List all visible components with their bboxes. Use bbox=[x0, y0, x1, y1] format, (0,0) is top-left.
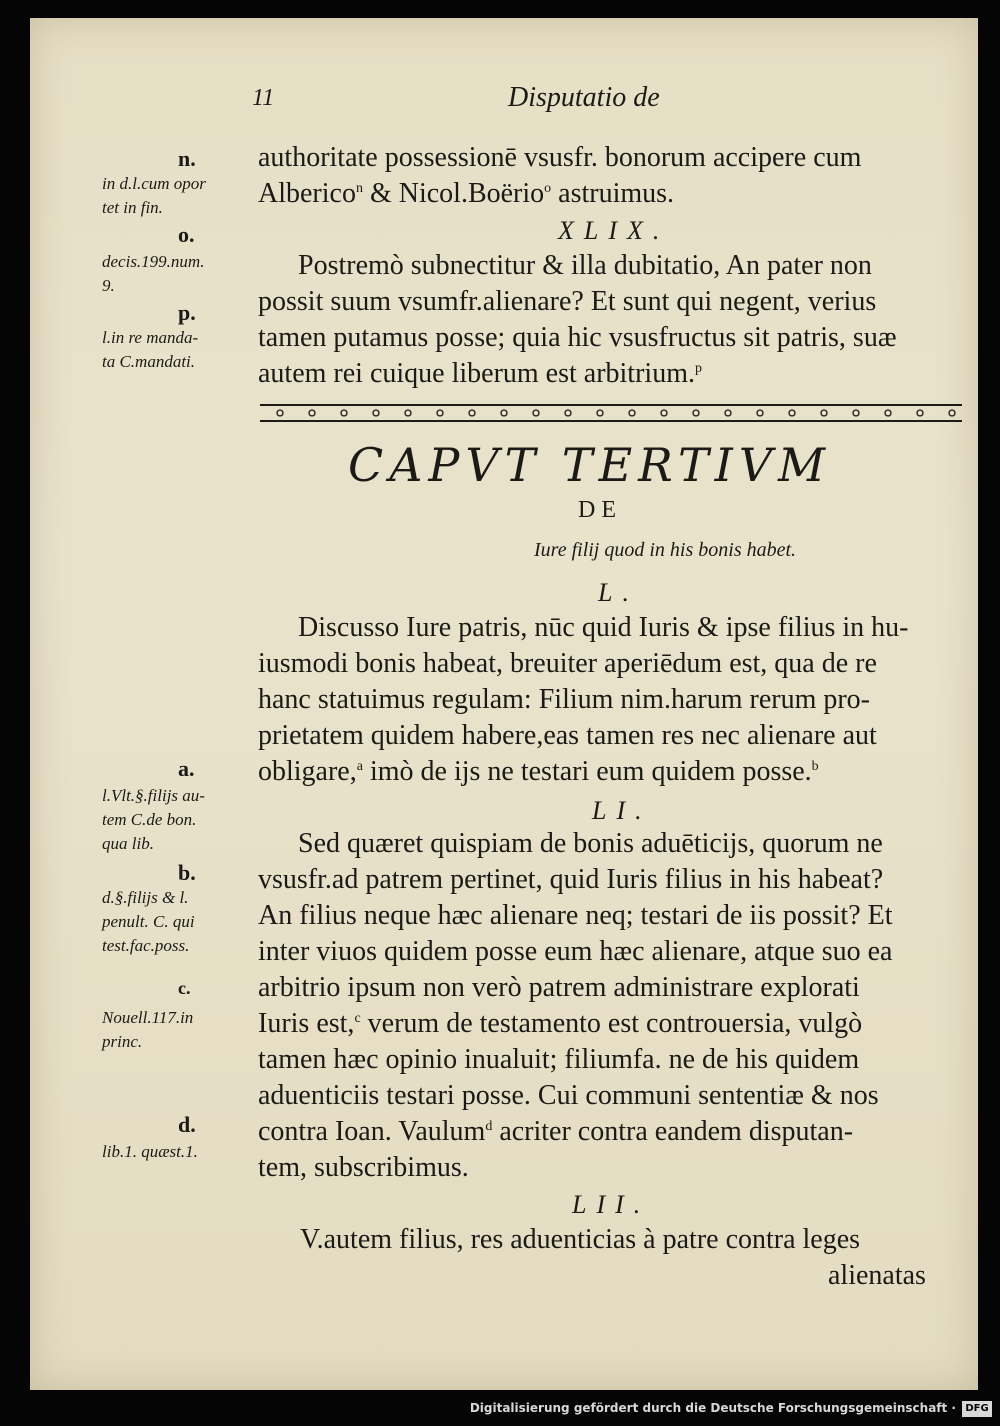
text-line: tamen putamus posse; quia hic vsusfructus sit patris, suæ bbox=[258, 322, 897, 353]
footnote-ref-n: n bbox=[355, 181, 363, 196]
text-span: contra Ioan. Vaulum bbox=[258, 1116, 486, 1147]
text-line: Postremò subnectitur & illa dubitatio, An pater non bbox=[298, 250, 872, 281]
margin-note-text: tem C.de bon. bbox=[102, 810, 197, 829]
margin-note-letter: c. bbox=[178, 978, 191, 998]
text-line: hanc statuimus regulam: Filium nim.harum rerum pro- bbox=[258, 684, 870, 715]
text-line bbox=[258, 180, 674, 208]
text-line bbox=[258, 144, 861, 172]
text-line: possit suum vsumfr.alienare? Et sunt qui negent, verius bbox=[258, 286, 877, 317]
text-span: obligare, bbox=[258, 756, 357, 787]
margin-note-text: princ. bbox=[102, 1032, 143, 1051]
text-line: Discusso Iure patris, nūc quid Iuris & ipse filius in hu- bbox=[298, 612, 909, 643]
text-span: imò de ijs ne testari eum quidem posse. bbox=[369, 756, 812, 787]
margin-note-letter: o. bbox=[178, 222, 195, 247]
margin-note-letter: a. bbox=[178, 756, 195, 781]
page-number: 11 bbox=[252, 85, 275, 111]
text-line: Sed quæret quispiam de bonis aduēticijs, quorum ne bbox=[298, 828, 883, 859]
text-line: tamen hæc opinio inualuit; filiumfa. ne de his quidem bbox=[258, 1044, 860, 1075]
margin-note-letter: p. bbox=[178, 300, 196, 325]
text-line: vsusfr.ad patrem pertinet, quid Iuris filius in his habeat? bbox=[258, 864, 884, 895]
text-span: verum de testamento est controuersia, vulgò bbox=[367, 1008, 863, 1039]
footnote-ref-b: b bbox=[811, 759, 819, 774]
text-span: astruimus. bbox=[558, 178, 675, 209]
text-line: V.autem filius, res aduenticias à patre contra leges bbox=[300, 1224, 861, 1255]
margin-note-text: 9. bbox=[102, 276, 115, 295]
margin-note-text: penult. C. qui bbox=[102, 912, 195, 931]
text-line bbox=[258, 360, 702, 388]
footnote-ref-c: c bbox=[354, 1011, 361, 1026]
margin-note-text: test.fac.poss. bbox=[102, 936, 190, 955]
chapter-de: DE bbox=[578, 497, 622, 523]
catchword: alienatas bbox=[828, 1260, 926, 1291]
text-line: arbitrio ipsum non verò patrem administrare explorati bbox=[258, 972, 860, 1003]
text-span: acriter contra eandem disputan- bbox=[499, 1116, 854, 1147]
text-span: Alberico bbox=[258, 178, 356, 209]
margin-note-text: l.Vlt.§.filijs au- bbox=[102, 786, 205, 805]
margin-note-letter: d. bbox=[178, 1112, 196, 1137]
text-line bbox=[258, 1118, 853, 1146]
section-numeral-50: L. bbox=[598, 578, 639, 607]
section-numeral-51: LI. bbox=[592, 796, 652, 825]
text-line: aduenticiis testari posse. Cui communi sententiæ & nos bbox=[258, 1080, 879, 1111]
footnote-ref-o: o bbox=[544, 181, 552, 196]
margin-note-letter: b. bbox=[178, 860, 196, 885]
margin-note-text: d.§.filijs & l. bbox=[102, 888, 189, 907]
margin-note-text: l.in re manda- bbox=[102, 328, 199, 347]
footnote-ref-p: p bbox=[694, 361, 702, 376]
text-span: & Nicol.Boërio bbox=[369, 178, 545, 209]
margin-note-letter: n. bbox=[178, 146, 196, 171]
chapter-title: CAPVT TERTIVM bbox=[348, 438, 832, 492]
dfg-logo: DFG bbox=[962, 1401, 992, 1417]
running-title: Disputatio de bbox=[508, 82, 660, 113]
margin-note-text: lib.1. quæst.1. bbox=[102, 1142, 198, 1161]
text-line: prietatem quidem habere,eas tamen res nec alienare aut bbox=[258, 720, 877, 751]
rule-ornament-icon bbox=[260, 402, 962, 424]
digitization-credit: Digitalisierung gefördert durch die Deutsche Forschungsgemeinschaft · bbox=[469, 1401, 956, 1415]
text-line: tem, subscribimus. bbox=[258, 1152, 469, 1183]
text-span: autem rei cuique liberum est arbitrium. bbox=[258, 358, 695, 389]
text-line: iusmodi bonis habeat, breuiter aperiēdum est, qua de re bbox=[258, 648, 877, 679]
margin-note-text: qua lib. bbox=[102, 834, 154, 853]
section-numeral-49: XLIX. bbox=[558, 216, 670, 245]
margin-note-text: decis.199.num. bbox=[102, 252, 205, 271]
chapter-subtitle: Iure filij quod in his bonis habet. bbox=[534, 539, 797, 561]
margin-note-text: in d.l.cum opor bbox=[102, 174, 206, 193]
margin-note-text: ta C.mandati. bbox=[102, 352, 196, 371]
text-line bbox=[258, 1010, 862, 1038]
section-numeral-52: LII. bbox=[572, 1190, 651, 1219]
text-span: authoritate possessionē vsusfr. bonorum accipere cum bbox=[258, 142, 862, 173]
footnote-ref-d: d bbox=[485, 1119, 493, 1134]
text-span: Iuris est, bbox=[258, 1008, 355, 1039]
margin-note-text: tet in fin. bbox=[102, 198, 163, 217]
footnote-ref-a: a bbox=[356, 759, 363, 774]
text-line: An filius neque hæc alienare neq; testari de iis possit? Et bbox=[258, 900, 893, 931]
margin-note-text: Nouell.117.in bbox=[102, 1008, 194, 1027]
text-line: inter viuos quidem posse eum hæc alienare, atque suo ea bbox=[258, 936, 893, 967]
book-page bbox=[30, 18, 978, 1390]
text-line bbox=[258, 758, 819, 786]
